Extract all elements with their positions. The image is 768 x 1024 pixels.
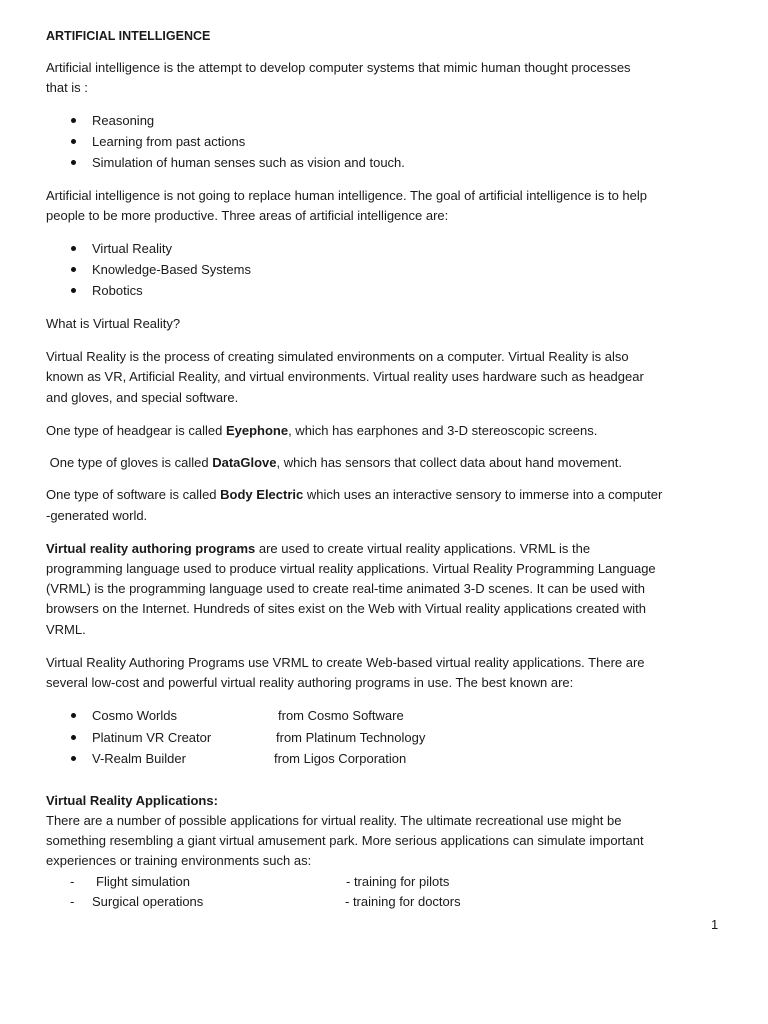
- goal-line-2: people to be more productive. Three areas of artificial intelligence are:: [46, 208, 449, 223]
- bullet-icon: [71, 139, 76, 144]
- intro-line-2: that is :: [46, 80, 88, 95]
- document-title: ARTIFICIAL INTELLIGENCE: [46, 29, 211, 43]
- authoring-line-4: browsers on the Internet. Hundreds of sites exist on the Web with Virtual reality applications created with: [46, 601, 646, 616]
- applications-line-1: There are a number of possible applications for virtual reality. The ultimate recreational use might be: [46, 813, 622, 828]
- intro-line-1: Artificial intelligence is the attempt to develop computer systems that mimic human thought processes: [46, 60, 631, 75]
- programs-intro-line-2: several low-cost and powerful virtual reality authoring programs in use. The best known are:: [46, 675, 574, 690]
- bullet-icon: [71, 735, 76, 740]
- applications-line-2: something resembling a giant virtual amusement park. More serious applications can simulate important: [46, 833, 644, 848]
- goal-line-1: Artificial intelligence is not going to replace human intelligence. The goal of artificial intelligence is to help: [46, 188, 647, 203]
- bullet-icon: [71, 246, 76, 251]
- body-electric-term: Body Electric: [220, 487, 304, 502]
- dash-marker: -: [70, 894, 75, 909]
- dash-marker: -: [70, 874, 75, 889]
- authoring-term: Virtual reality authoring programs: [46, 541, 256, 556]
- vr-definition-line-3: and gloves, and special software.: [46, 390, 239, 405]
- software-line-2: -generated world.: [46, 508, 148, 523]
- applications-heading: Virtual Reality Applications:: [46, 793, 218, 808]
- bullet-icon: [71, 288, 76, 293]
- authoring-line-2: programming language used to produce virtual reality applications. Virtual Reality Programming Language: [46, 561, 656, 576]
- applications-line-3: experiences or training environments such as:: [46, 853, 312, 868]
- authoring-line-5: VRML.: [46, 622, 86, 637]
- page-number: 1: [711, 917, 719, 932]
- vr-definition-line-1: Virtual Reality is the process of creating simulated environments on a computer. Virtual Reality is also: [46, 349, 629, 364]
- authoring-line-1: Virtual reality authoring programs are used to create virtual reality applications. VRML is the: [46, 541, 591, 556]
- bullet-icon: [71, 118, 76, 123]
- software-paragraph: One type of software is called Body Electric which uses an interactive sensory to immerse into a computer: [46, 487, 663, 502]
- bullet-icon: [71, 160, 76, 165]
- bullet-icon: [71, 756, 76, 761]
- bullet-icon: [71, 267, 76, 272]
- bullet-icon: [71, 713, 76, 718]
- dataglove-term: DataGlove: [212, 455, 277, 470]
- programs-intro-line-1: Virtual Reality Authoring Programs use VRML to create Web-based virtual reality applications. There are: [46, 655, 645, 670]
- gloves-paragraph: One type of gloves is called DataGlove, which has sensors that collect data about hand movement.: [46, 455, 622, 470]
- headgear-paragraph: One type of headgear is called Eyephone, which has earphones and 3-D stereoscopic screens.: [46, 423, 598, 438]
- authoring-line-3: (VRML) is the programming language used to create real-time animated 3-D scenes. It can be used with: [46, 581, 646, 596]
- eyephone-term: Eyephone: [225, 423, 289, 438]
- vr-definition-line-2: known as VR, Artificial Reality, and virtual environments. Virtual reality uses hardware such as headgear: [46, 369, 644, 384]
- section-question: What is Virtual Reality?: [46, 316, 181, 331]
